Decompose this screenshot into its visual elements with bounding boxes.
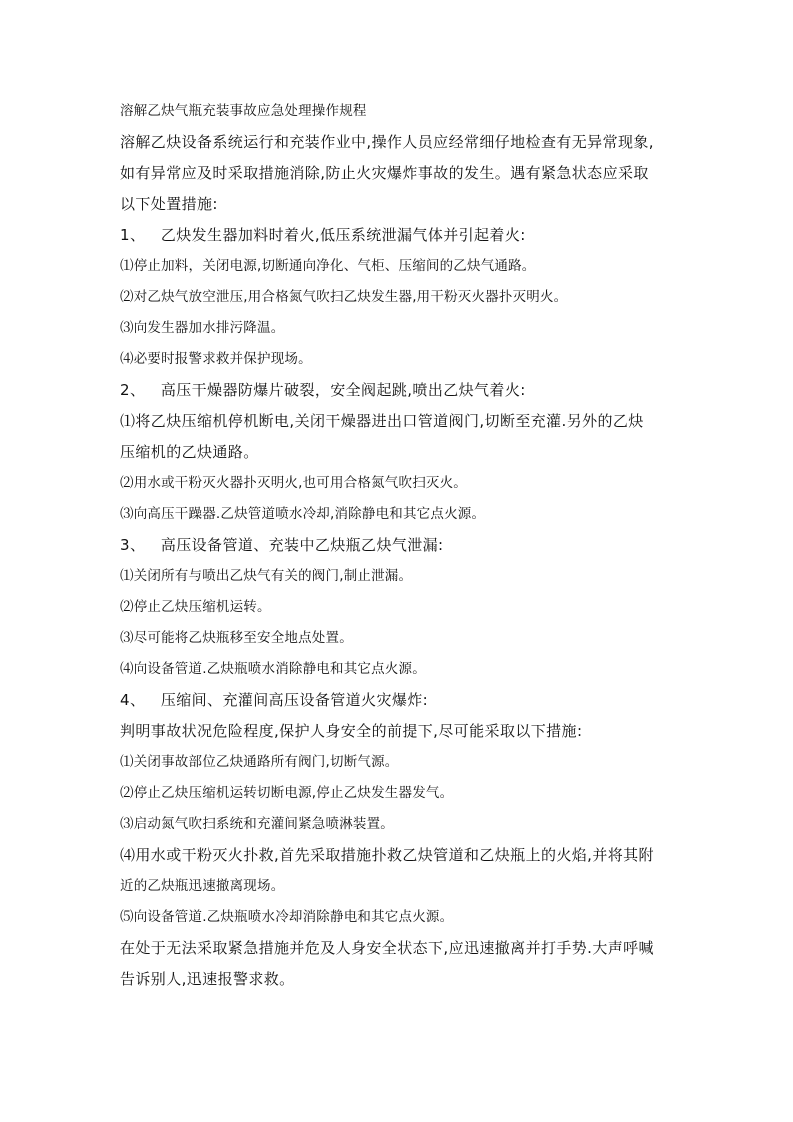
list-item-continuation: 压缩机的乙炔通路。 [120,443,259,461]
document-body [120,96,680,995]
list-item-continuation: 近的乙炔瓶迅速撤离现场。 [120,878,285,894]
list-item: ⑵用水或干粉灭火器扑灭明火,也可用合格氮气吹扫灭火。 [120,475,467,491]
list-item: ⑵停止乙炔压缩机运转。 [120,599,271,615]
list-item: ⑷用水或干粉灭火扑救,首先采取措施扑救乙炔管道和乙炔瓶上的火焰,并将其附 [120,846,654,864]
body-line: 在处于无法采取紧急措施并危及人身安全状态下,应迅速撤离并打手势.大声呼喊 [120,939,654,957]
body-line: 告诉别人,迅速报警求救。 [120,970,295,988]
list-item: ⑴关闭事故部位乙炔通路所有阀门,切断气源。 [120,754,399,770]
list-item: ⑴停止加料，关闭电源,切断通向净化、气柜、压缩间的乙炔气通路。 [120,258,536,274]
list-item: ⑶向发生器加水排污降温。 [120,320,285,336]
list-item: ⑶尽可能将乙炔瓶移至安全地点处置。 [120,630,353,646]
body-line: 溶解乙炔设备系统运行和充装作业中,操作人员应经常细仔地检查有无异常现象, [120,133,654,151]
list-item: ⑵对乙炔气放空泄压,用合格氮气吹扫乙炔发生器,用干粉灭火器扑灭明火。 [120,289,568,305]
list-item: ⑸向设备管道.乙炔瓶喷水冷却消除静电和其它点火源。 [120,909,454,925]
body-line: 以下处置措施: [120,195,218,213]
section-heading-3: 3、 高压设备管道、充装中乙炔瓶乙炔气泄漏: [120,536,444,554]
list-item: ⑶向高压干躁器.乙炔管道喷水冷却,消除静电和其它点火源。 [120,506,486,522]
section-heading-2: 2、 高压干燥器防爆片破裂，安全阀起跳,喷出乙炔气着火: [120,381,526,399]
body-line: 如有异常应及时采取措施消除,防止火灾爆炸事故的发生。遇有紧急状态应采取 [120,164,649,182]
list-item: ⑶启动氮气吹扫系统和充灌间紧急喷淋装置。 [120,816,394,832]
list-item: ⑷向设备管道.乙炔瓶喷水消除静电和其它点火源。 [120,661,426,677]
section-heading-1: 1、 乙炔发生器加料时着火,低压系统泄漏气体并引起着火: [120,226,526,244]
list-item: ⑴将乙炔压缩机停机断电,关闭干燥器进出口管道阀门,切断至充灌.另外的乙炔 [120,412,644,430]
section-heading-4: 4、 压缩间、充灌间高压设备管道火灾爆炸: [120,691,429,709]
list-item: ⑵停止乙炔压缩机运转切断电源,停止乙炔发生器发气。 [120,785,454,801]
body-line: 判明事故状况危险程度,保护人身安全的前提下,尽可能采取以下措施: [120,722,583,740]
list-item: ⑴关闭所有与喷出乙炔气有关的阀门,制止泄漏。 [120,568,413,584]
list-item: ⑷必要时报警求救并保护现场。 [120,351,312,367]
document-title: 溶解乙炔气瓶充装事故应急处理操作规程 [120,103,367,119]
